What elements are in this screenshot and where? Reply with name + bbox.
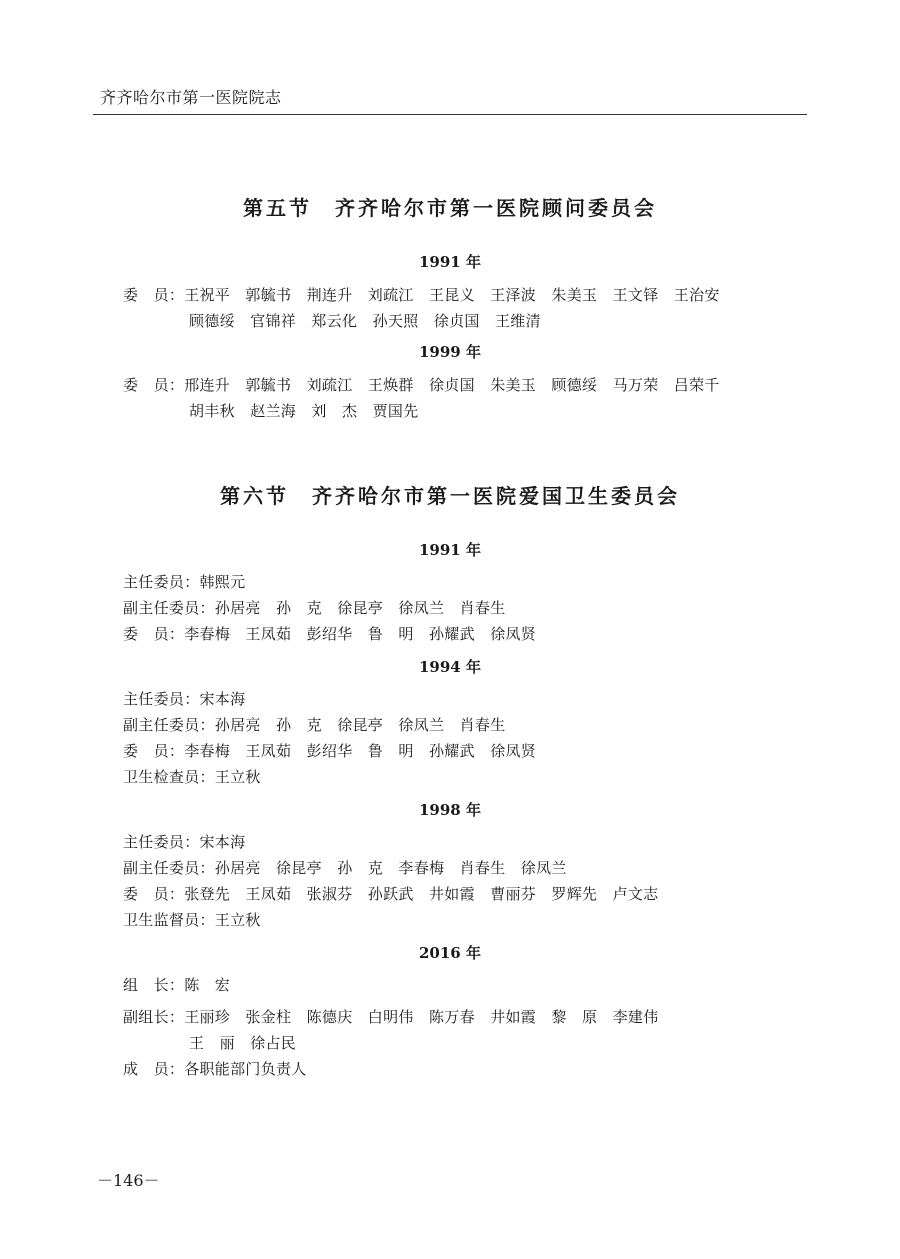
member-line: 副主任委员：孙居亮 孙 克 徐昆亭 徐凤兰 肖春生 — [123, 716, 506, 734]
member-line: 胡丰秋 赵兰海 刘 杰 贾国先 — [189, 402, 419, 420]
member-line: 顾德绥 官锦祥 郑云化 孙天照 徐贞国 王维清 — [189, 312, 541, 330]
member-line: 组 长：陈 宏 — [123, 976, 231, 994]
page-number: －146－ — [97, 1171, 160, 1190]
year-heading: 1991 年 — [419, 253, 481, 271]
member-line: 主任委员：韩熙元 — [123, 573, 246, 591]
member-line: 副主任委员：孙居亮 孙 克 徐昆亭 徐凤兰 肖春生 — [123, 599, 506, 617]
member-line: 卫生监督员：王立秋 — [123, 911, 261, 929]
member-line: 卫生检查员：王立秋 — [123, 768, 261, 786]
year-heading: 2016 年 — [419, 944, 481, 962]
header-rule — [93, 114, 807, 115]
member-line: 王 丽 徐占民 — [189, 1034, 297, 1052]
section-title: 第六节 齐齐哈尔市第一医院爱国卫生委员会 — [220, 484, 680, 508]
year-heading: 1998 年 — [419, 801, 481, 819]
member-line: 副主任委员：孙居亮 徐昆亭 孙 克 李春梅 肖春生 徐凤兰 — [123, 859, 567, 877]
section-title: 第五节 齐齐哈尔市第一医院顾问委员会 — [243, 196, 657, 220]
year-heading: 1991 年 — [419, 541, 481, 559]
member-line: 委 员：王祝平 郭毓书 荆连升 刘疏江 王昆义 王泽波 朱美玉 王文铎 王治安 — [123, 286, 720, 304]
year-heading: 1994 年 — [419, 658, 481, 676]
running-header: 齐齐哈尔市第一医院院志 — [100, 88, 282, 107]
year-heading: 1999 年 — [419, 343, 481, 361]
member-line: 委 员：李春梅 王凤茹 彭绍华 鲁 明 孙耀武 徐凤贤 — [123, 625, 537, 643]
member-line: 委 员：李春梅 王凤茹 彭绍华 鲁 明 孙耀武 徐凤贤 — [123, 742, 537, 760]
member-line: 委 员：张登先 王凤茹 张淑芬 孙跃武 井如霞 曹丽芬 罗辉先 卢文志 — [123, 885, 659, 903]
member-line: 委 员：邢连升 郭毓书 刘疏江 王焕群 徐贞国 朱美玉 顾德绥 马万荣 吕荣千 — [123, 376, 720, 394]
member-line: 主任委员：宋本海 — [123, 690, 246, 708]
member-line: 成 员：各职能部门负责人 — [123, 1060, 307, 1078]
member-line: 副组长：王丽珍 张金柱 陈德庆 白明伟 陈万春 井如霞 黎 原 李建伟 — [123, 1008, 659, 1026]
member-line: 主任委员：宋本海 — [123, 833, 246, 851]
